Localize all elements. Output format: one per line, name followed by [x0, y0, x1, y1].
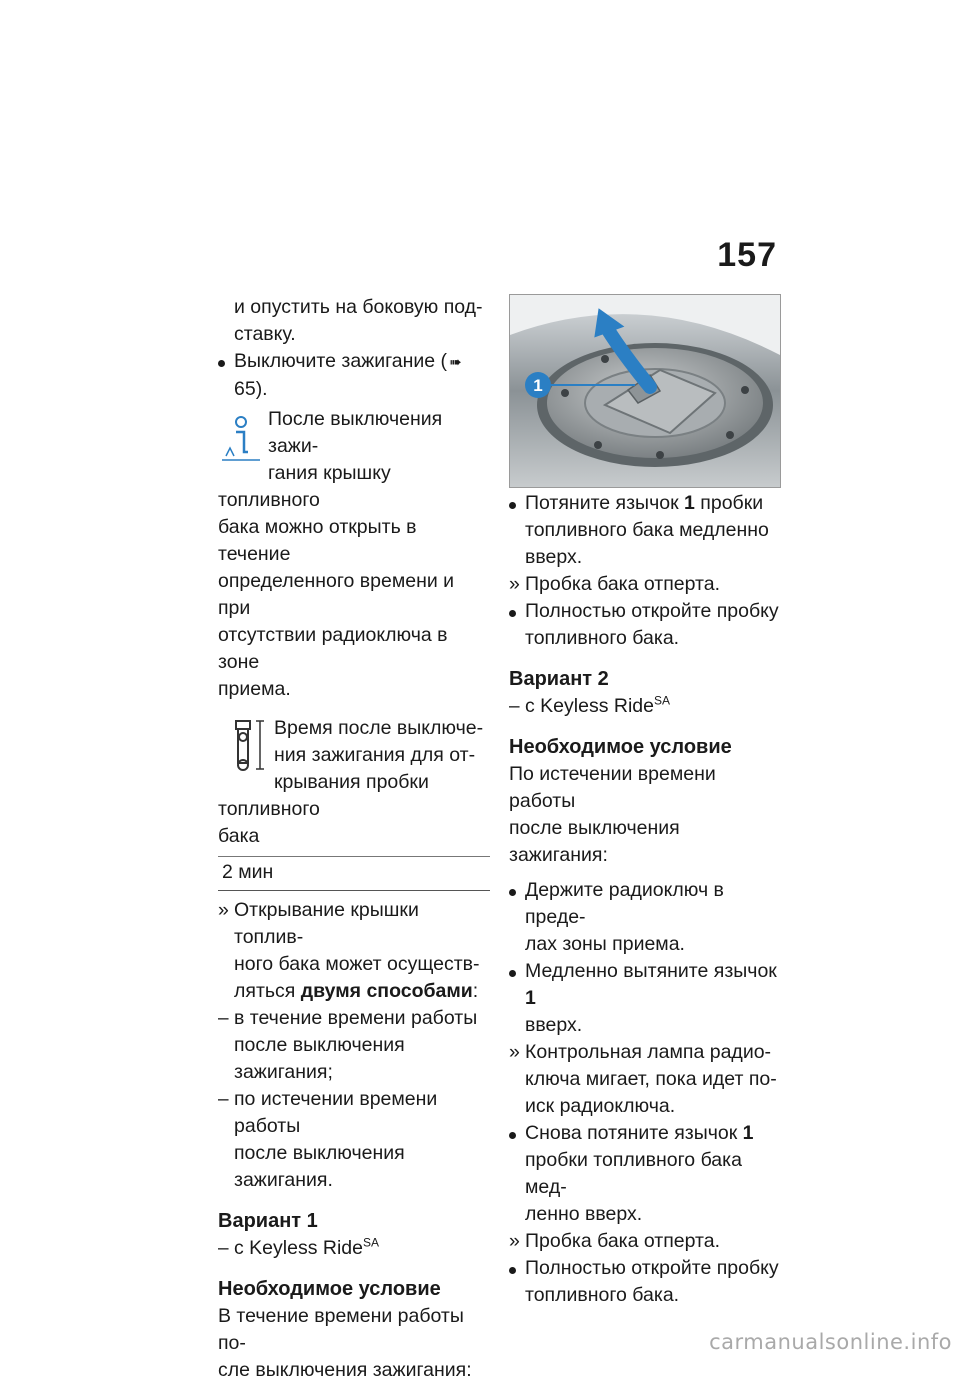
result-arrow-icon: » [218, 899, 229, 921]
result-two-ways: » Открывание крышки топлив- ного бака может осуществ- ляться двумя способами: [218, 899, 480, 1002]
page-number: 157 [717, 236, 777, 274]
bullet-icon [509, 889, 516, 896]
result-arrow-icon: » [509, 1041, 520, 1063]
bullet-icon [509, 1267, 516, 1274]
step-open-cap-2: Полностью откройте пробку топливного бака. [509, 1255, 781, 1309]
callout-label: 1 [533, 376, 543, 395]
step-pull-tab: Потяните язычок 1 пробки топливного бака медленно вверх. [509, 490, 781, 571]
result-unlocked-2: » Пробка бака отперта. [509, 1228, 781, 1255]
step-open-cap: Полностью откройте пробку топливного бака. [509, 598, 781, 652]
step-switch-off-ignition: Выключите зажигание ( ➠65). [218, 348, 490, 403]
spec-label: Время после выключе- ния зажигания для от- крывания пробки топливного бака [218, 713, 490, 857]
step-pull-tab-slowly: Медленно вытяните язычок 1 вверх. [509, 958, 781, 1039]
condition-text: По истечении времени работы после выключения зажигания: [509, 763, 716, 866]
condition-heading: Необходимое условие [509, 736, 732, 758]
condition-heading: Необходимое условие [218, 1278, 441, 1300]
bullet-icon [218, 360, 225, 367]
spec-table [218, 713, 490, 891]
info-icon [218, 410, 264, 462]
bullet-icon [509, 970, 516, 977]
key-tool-icon [218, 717, 270, 775]
dash-icon: – [218, 1008, 229, 1029]
continuation-text: и опустить на боковую под- ставку. [234, 296, 483, 345]
page-reference-arrow-icon: ➠ [449, 354, 462, 371]
info-note: После выключения зажи- гания крышку топливного бака можно открыть в течение определенного времени и при отсутствии радиоключа в зоне приема. [218, 408, 455, 700]
fuel-cap-illustration [509, 294, 781, 488]
spec-value: 2 мин [222, 861, 274, 883]
watermark[interactable]: carmanualsonline.info [709, 1330, 952, 1354]
variant-2-option: – с Keyless Ride$^{SA}$ [509, 693, 781, 720]
variant-2-heading: Вариант 2 [509, 668, 609, 690]
step-pull-tab-again: Снова потяните язычок 1 пробки топливного бака мед- ленно вверх. [509, 1120, 781, 1228]
left-column [218, 294, 490, 1384]
bullet-icon [509, 610, 516, 617]
option-after-time: – по истечении времени работы после выключения зажигания. [218, 1088, 438, 1191]
bullet-icon [509, 1132, 516, 1139]
result-unlocked: » Пробка бака отперта. [509, 571, 781, 598]
condition-text: В течение времени работы по- сле выключения зажигания: [218, 1305, 472, 1381]
bullet-icon [509, 502, 516, 509]
result-lamp-flashes: » Контрольная лампа радио- ключа мигает, пока идет по- иск радиоключа. [509, 1041, 777, 1117]
variant-1-option: – с Keyless Ride$^{SA}$ [218, 1235, 490, 1262]
dash-icon: – [218, 1089, 229, 1110]
result-arrow-icon: » [509, 573, 520, 595]
step-hold-key: Держите радиоключ в преде- лах зоны приема. [509, 877, 781, 958]
fuel-cap-drawing [510, 295, 780, 487]
right-column [509, 294, 781, 1309]
dash-icon: – [509, 696, 520, 717]
dash-icon: – [218, 1238, 229, 1259]
variant-1-heading: Вариант 1 [218, 1210, 318, 1232]
result-arrow-icon: » [509, 1230, 520, 1252]
option-during-time: – в течение времени работы после выключения зажигания; [218, 1007, 478, 1083]
